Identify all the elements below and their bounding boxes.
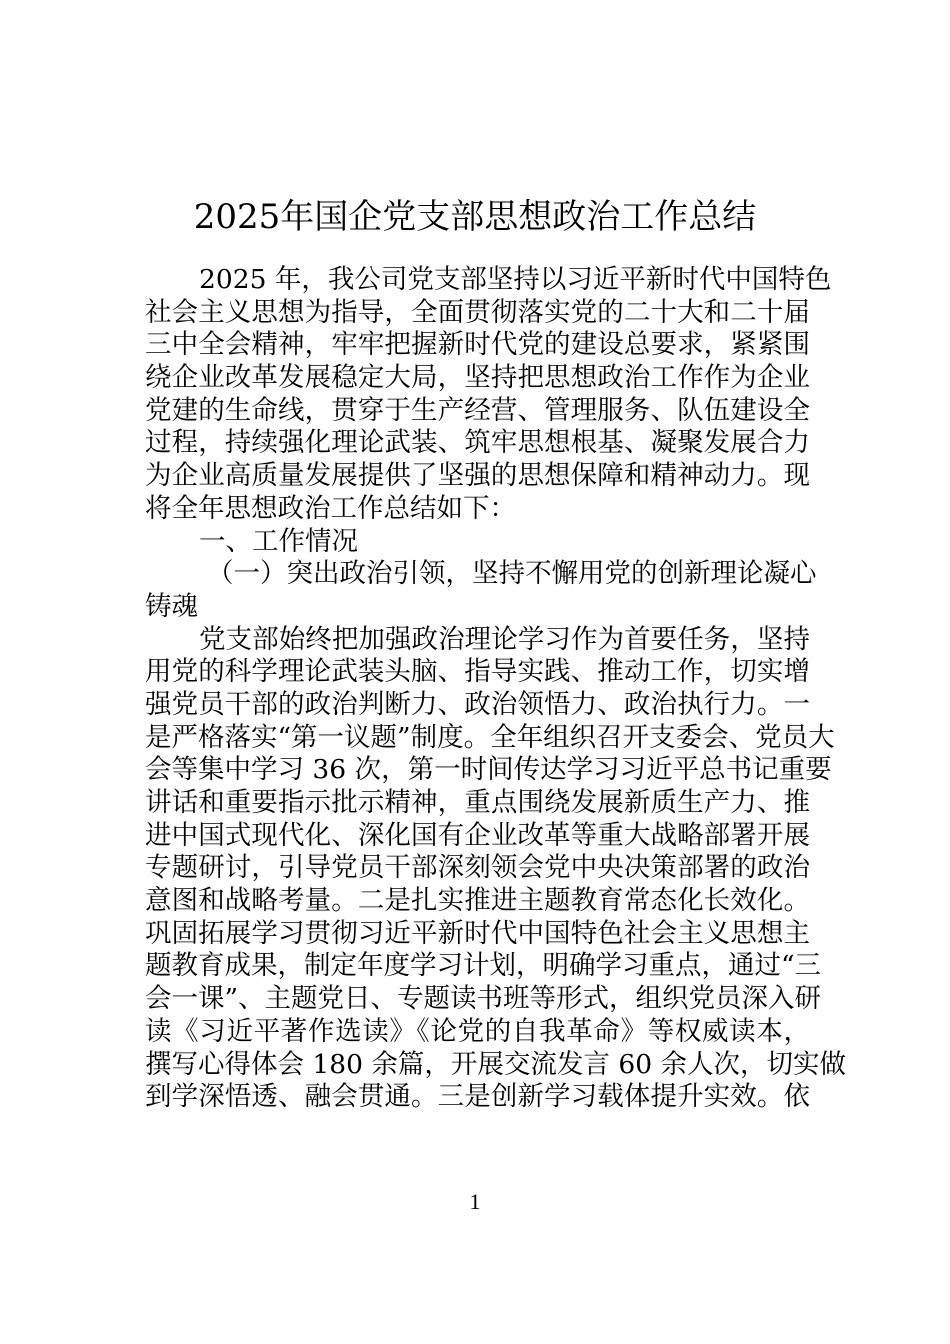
text-line: 社会主义思想为指导，全面贯彻落实党的二十大和二十届 — [145, 296, 810, 328]
text-line: 绕企业改革发展稳定大局，坚持把思想政治工作作为企业 — [145, 362, 810, 394]
text-line: 讲话和重要指示批示精神，重点围绕发展新质生产力、推 — [145, 787, 810, 818]
text-line: 专题研讨，引导党员干部深刻领会党中央决策部署的政治 — [145, 852, 810, 884]
text-line: 党支部始终把加强政治理论学习作为首要任务，坚持 — [199, 623, 810, 655]
document-title: 2025年国企党支部思想政治工作总结 — [193, 196, 757, 237]
text-line: 巩固拓展学习贯彻习近平新时代中国特色社会主义思想主 — [145, 917, 810, 949]
text-line: 是严格落实“第一议题”制度。全年组织召开支委会、党员大 — [145, 721, 835, 753]
heading-text: （一）突出政治引领，坚持不懈用党的创新理论凝心 — [207, 558, 817, 590]
text-line: 党建的生命线，贯穿于生产经营、管理服务、队伍建设全 — [145, 394, 810, 426]
intro-paragraph — [145, 264, 832, 526]
text-line: 三中全会精神，牢牢把握新时代党的建设总要求，紧紧围 — [145, 329, 810, 361]
subsection-heading-1-1 — [145, 558, 817, 623]
text-line: 2025 年，我公司党支部坚持以习近平新时代中国特色 — [199, 264, 832, 295]
section-heading-1 — [145, 526, 810, 559]
heading-text: 一、工作情况 — [199, 525, 358, 557]
text-line: 会一课”、主题党日、专题读书班等形式，组织党员深入研 — [145, 983, 822, 1015]
text-line: 撰写心得体会 180 余篇，开展交流发言 60 余人次，切实做 — [145, 1048, 846, 1080]
text-line: 到学深悟透、融会贯通。三是创新学习载体提升实效。依 — [145, 1081, 810, 1113]
text-line: 为企业高质量发展提供了坚强的思想保障和精神动力。现 — [145, 460, 810, 492]
text-line: 意图和战略考量。二是扎实推进主题教育常态化长效化。 — [145, 885, 810, 917]
body-paragraph-1 — [145, 623, 846, 1114]
text-line: 读《习近平著作选读》《论党的自我革命》等权威读本， — [145, 1015, 810, 1047]
text-line: 用党的科学理论武装头脑、指导实践、推动工作，切实增 — [145, 656, 810, 688]
page-number: 1 — [469, 1189, 481, 1214]
text-line: 将全年思想政治工作总结如下： — [145, 492, 516, 524]
heading-text: 铸魂 — [145, 590, 198, 622]
text-line: 过程，持续强化理论武装、筑牢思想根基、凝聚发展合力 — [145, 427, 810, 459]
text-line: 题教育成果，制定年度学习计划，明确学习重点，通过“三 — [145, 950, 822, 982]
document-body — [145, 264, 846, 1114]
text-line: 会等集中学习 36 次，第一时间传达学习习近平总书记重要 — [145, 754, 832, 786]
text-line: 进中国式现代化、深化国有企业改革等重大战略部署开展 — [145, 819, 810, 851]
text-line: 强党员干部的政治判断力、政治领悟力、政治执行力。一 — [145, 688, 810, 720]
